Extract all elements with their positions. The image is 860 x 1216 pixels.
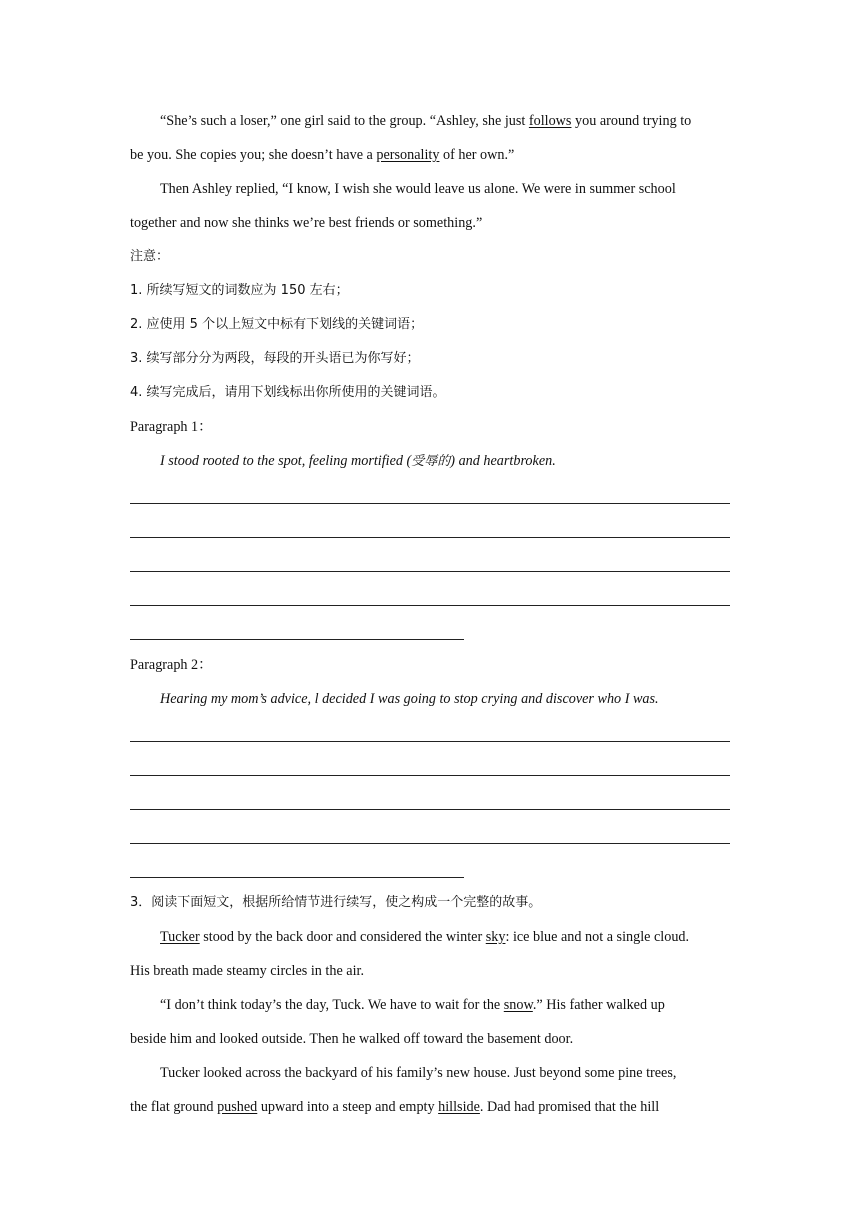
text: .” His father walked up: [532, 997, 665, 1013]
text: ) and heartbroken.: [450, 453, 556, 469]
note-item: 1. 所续写短文的词数应为 150 左右；: [130, 283, 349, 298]
keyword-follows: follows: [528, 113, 572, 129]
keyword-hillside: hillside: [438, 1099, 480, 1115]
note-item: 2. 应使用 5 个以上短文中标有下划线的关键词语；: [130, 317, 424, 332]
story-line: [130, 138, 730, 172]
story-line: [130, 1090, 730, 1124]
notes-heading: 注意：: [130, 249, 170, 264]
text: upward into a steep and empty: [257, 1099, 439, 1115]
writing-line[interactable]: [130, 580, 730, 614]
writing-line[interactable]: [130, 512, 730, 546]
writing-line[interactable]: [130, 614, 730, 648]
story-line: Then Ashley replied, “I know, I wish she would leave us alone. We were in summer school: [160, 181, 676, 197]
writing-line[interactable]: [130, 546, 730, 580]
writing-line[interactable]: [130, 818, 730, 852]
text: the flat ground: [130, 1099, 218, 1115]
text: 受辱的: [411, 454, 451, 469]
writing-line[interactable]: [130, 784, 730, 818]
text: you around trying to: [571, 113, 692, 129]
text: I stood rooted to the spot, feeling mortified (: [160, 453, 412, 469]
text: : ice blue and not a single cloud.: [505, 929, 690, 945]
text: of her own.”: [439, 147, 515, 163]
writing-line[interactable]: [130, 750, 730, 784]
story-line: [130, 988, 730, 1022]
story-line: beside him and looked outside. Then he walked off toward the basement door.: [130, 1031, 574, 1047]
document-page: [130, 104, 730, 1124]
story-line: His breath made steamy circles in the air.: [130, 963, 365, 979]
story-line: [130, 920, 730, 954]
text: “I don’t think today’s the day, Tuck. We have to wait for the: [160, 997, 504, 1013]
paragraph1-opening: [130, 444, 730, 478]
paragraph2-opening: Hearing my mom’s advice, l decided I was going to stop crying and discover who I was.: [160, 691, 659, 707]
note-item: 4. 续写完成后，请用下划线标出你所使用的关键词语。: [130, 385, 446, 400]
paragraph1-label: Paragraph 1：: [130, 419, 213, 435]
text: . Dad had promised that the hill: [479, 1099, 660, 1115]
writing-line[interactable]: [130, 852, 730, 886]
question3-instruction: 3．阅读下面短文，根据所给情节进行续写，使之构成一个完整的故事。: [130, 895, 542, 910]
story-line: together and now she thinks we’re best friends or something.”: [130, 215, 483, 231]
keyword-snow: snow: [503, 997, 533, 1013]
keyword-personality: personality: [376, 147, 440, 163]
text: stood by the back door and considered the winter: [199, 929, 486, 945]
text: be you. She copies you; she doesn’t have a: [130, 147, 377, 163]
paragraph2-label: Paragraph 2：: [130, 657, 213, 673]
keyword-pushed: pushed: [217, 1099, 258, 1115]
story-line: [130, 104, 730, 138]
keyword-sky: sky: [485, 929, 506, 945]
writing-line[interactable]: [130, 478, 730, 512]
note-item: 3. 续写部分分为两段，每段的开头语已为你写好；: [130, 351, 420, 366]
text: “She’s such a loser,” one girl said to the group. “Ashley, she just: [160, 113, 529, 129]
keyword-tucker: Tucker: [160, 929, 200, 945]
story-line: Tucker looked across the backyard of his family’s new house. Just beyond some pine trees,: [160, 1065, 677, 1081]
writing-line[interactable]: [130, 716, 730, 750]
